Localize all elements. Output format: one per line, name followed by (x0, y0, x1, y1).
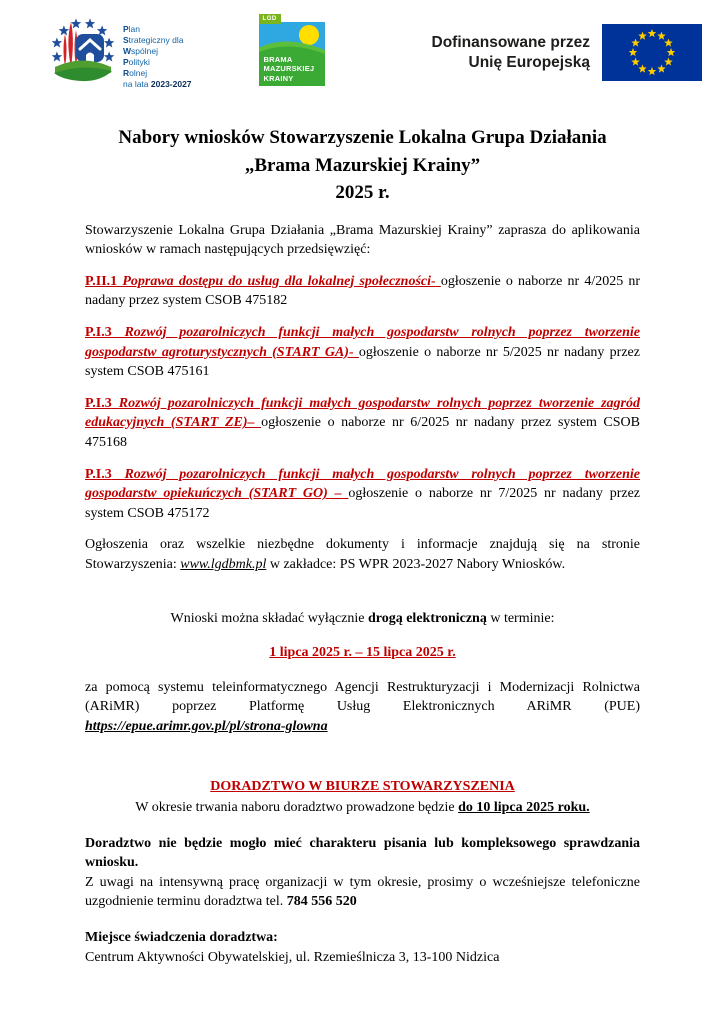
eu-flag-icon (602, 24, 702, 81)
brama-lgd-badge: LGD (259, 14, 281, 24)
eu-funding-text: Dofinansowane przez Unię Europejską (431, 34, 590, 71)
call-3-heading: P.I.3 Rozwój pozarolniczych funkcji małych gospodarstw rolnych poprzez tworzenie zagród edukacyjnych (START ZE)– (85, 395, 640, 431)
call-1-heading: P.II.1 Poprawa dostępu do usług dla lokalnej społeczności- (85, 273, 436, 289)
lgdbmk-link[interactable]: www.lgdbmk.pl (180, 556, 267, 572)
advice-place-label: Miejsce świadczenia doradztwa: (85, 930, 278, 946)
call-4-heading: P.I.3 Rozwój pozarolniczych funkcji małych gospodarstw rolnych poprzez tworzenie gospodarstw opiekuńczych (START GO) – (85, 466, 640, 502)
advice-period-line: W okresie trwania naboru doradztwo prowadzone będzie do 10 lipca 2025 roku. (135, 800, 590, 816)
pswpr-logo-text: Plan Strategiczny dla Wspólnej Polityki Rolnej na lata 2023-2027 (123, 24, 192, 90)
call-item-3 (85, 394, 640, 453)
advice-deadline: do 10 lipca 2025 roku. (458, 800, 590, 816)
eu-funding-logo (432, 14, 702, 81)
page-title (85, 124, 640, 207)
brama-mazurskiej-krainy-logo (257, 14, 327, 88)
title-line-3: 2025 r. (335, 182, 390, 204)
advice-heading: DORADZTWO W BIURZE STOWARZYSZENIA (210, 778, 515, 794)
call-3-details: ogłoszenie o naborze nr 6/2025 nr nadany przez system CSOB 475168 (85, 415, 640, 450)
brama-logo-name: BRAMA MAZURSKIEJ KRAINY (263, 55, 315, 83)
call-2-heading: P.I.3 Rozwój pozarolniczych funkcji małych gospodarstw rolnych poprzez tworzenie gospodarstw agroturystycznych (START GA)- (85, 325, 640, 360)
call-4-details: ogłoszenie o naborze nr 7/2025 nr nadany przez system CSOB 475172 (85, 486, 641, 521)
pswpr-emblem-icon (50, 14, 116, 88)
announcements-paragraph: Ogłoszenia oraz wszelkie niezbędne dokumenty i informacje znajdują się na stronie Stowarzyszenia: www.lgdbmk.pl w zakładce: PS WPR 2023-2027 Nabory Wniosków. (85, 537, 640, 572)
submission-dates: 1 lipca 2025 r. – 15 lipca 2025 r. (269, 645, 456, 661)
call-item-2 (85, 323, 640, 382)
phone-number: 784 556 520 (286, 894, 357, 910)
logo-row (50, 14, 702, 90)
submission-channel-paragraph: za pomocą systemu teleinformatycznego Agencji Restrukturyzacji i Modernizacji Rolnictwa (ARiMR) poprzez Platformę Usług Elektronicznych ARiMR (PUE) https://epue.arimr.gov.pl/pl/strona-glowna (85, 679, 640, 734)
call-item-1 (85, 272, 640, 311)
advice-note: Doradztwo nie będzie mogło mieć charakteru pisania lub kompleksowego sprawdzania wniosku. (85, 835, 640, 871)
title-line-2: „Brama Mazurskiej Krainy” (244, 154, 481, 176)
call-2-details: ogłoszenie o naborze nr 5/2025 nr nadany przez system CSOB 475161 (85, 344, 640, 380)
call-item-4 (85, 465, 640, 524)
advice-place-value: Centrum Aktywności Obywatelskiej, ul. Rzemieślnicza 3, 13-100 Nidzica (85, 949, 500, 965)
call-1-details: ogłoszenie o naborze nr 4/2025 nr nadany przez system CSOB 475182 (85, 273, 641, 309)
advice-contact-paragraph: Z uwagi na intensywną pracę organizacji w tym okresie, prosimy o wcześniejsze telefoniczne uzgodnienie terminu doradztwa tel. 784 556 520 (85, 874, 640, 910)
epue-arimr-link[interactable]: https://epue.arimr.gov.pl/pl/strona-glowna (85, 718, 328, 734)
submission-line: Wnioski można składać wyłącznie drogą elektroniczną w terminie: (170, 610, 555, 626)
pswpr-logo (50, 14, 192, 90)
intro-paragraph: Stowarzyszenie Lokalna Grupa Działania „Brama Mazurskiej Krainy” zaprasza do aplikowania wniosków w ramach następujących przedsięwzięć: (85, 222, 640, 258)
title-line-1: Nabory wniosków Stowarzyszenie Lokalna Grupa Działania (118, 127, 607, 148)
